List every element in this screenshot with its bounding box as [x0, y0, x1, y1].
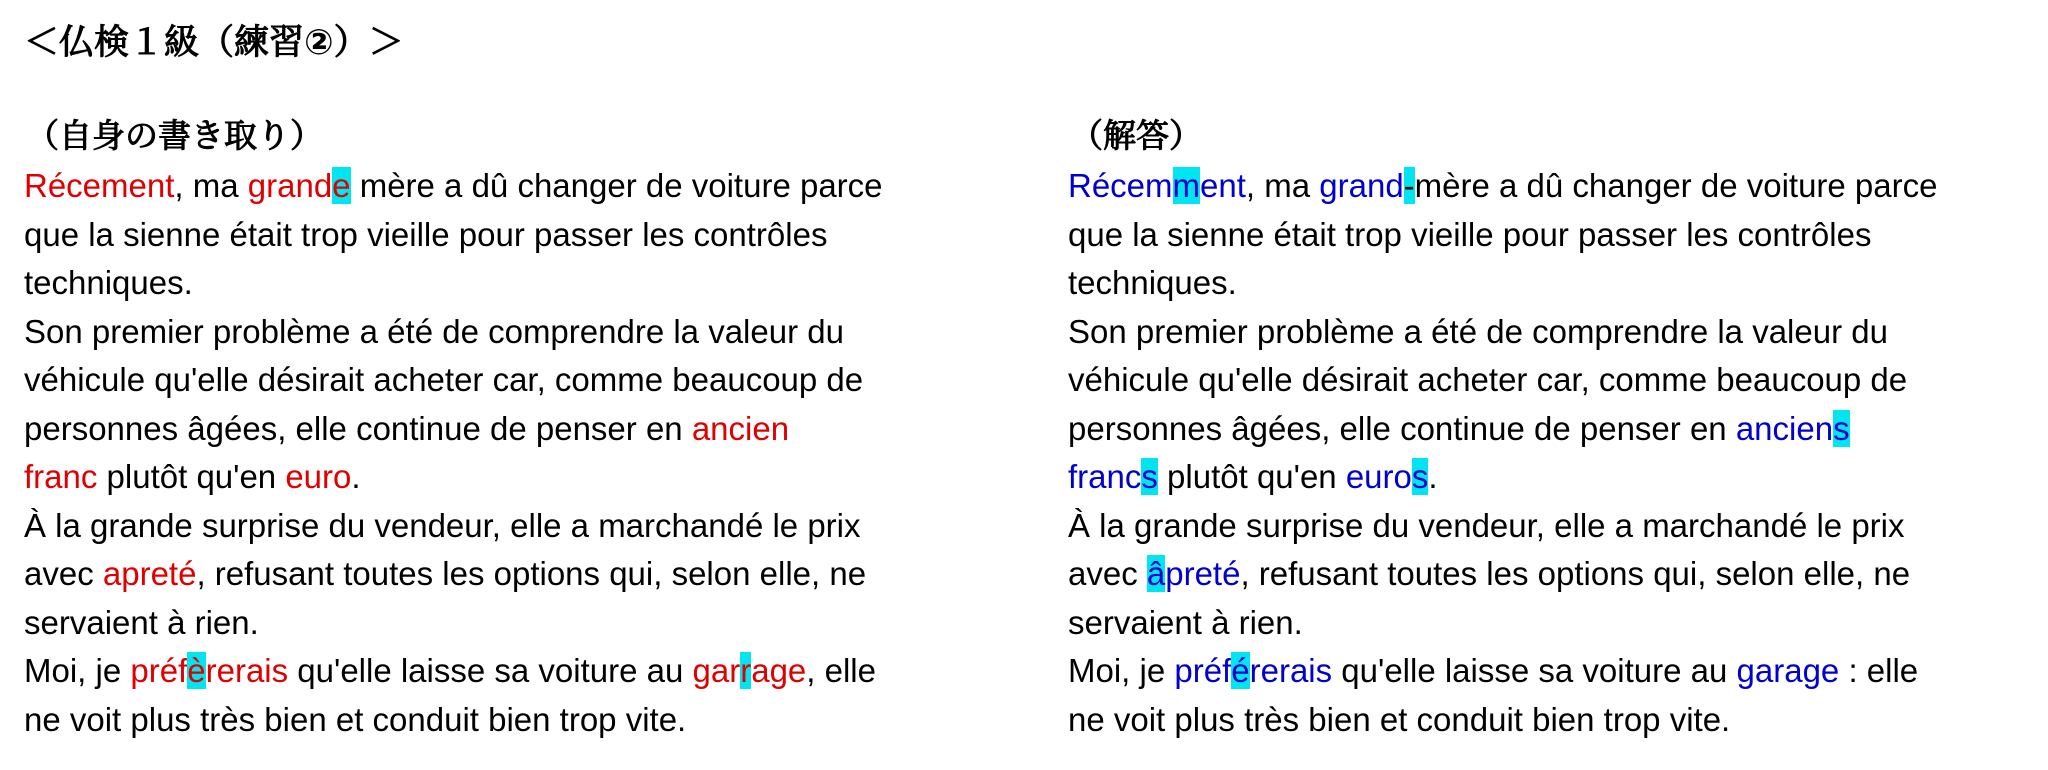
text-line: [24, 550, 1024, 599]
marked-text-segment: ancien: [691, 409, 790, 447]
marked-text-segment: -: [1403, 167, 1415, 204]
marked-text-segment: r: [740, 652, 752, 689]
marked-text-segment: è: [187, 652, 206, 689]
marked-text-segment: ancien: [1735, 409, 1834, 447]
marked-text-segment: grand: [247, 167, 333, 204]
marked-text-segment: gar: [692, 652, 741, 689]
marked-text-segment: s: [1141, 458, 1158, 495]
text-line: [24, 162, 1024, 211]
text-segment: Moi, je: [24, 652, 131, 689]
text-line: [24, 308, 1024, 357]
text-segment: que la sienne était trop vieille pour passer les contrôles: [1068, 215, 1872, 253]
dictation-title: （自身の書き取り）: [26, 117, 323, 154]
dictation-column: [24, 112, 1024, 744]
text-line: [24, 356, 1024, 405]
text-segment: plutôt qu'en: [1157, 458, 1346, 495]
text-line: [1068, 599, 2048, 648]
text-segment: À la grande surprise du vendeur, elle a marchandé le prix: [24, 506, 861, 544]
text-segment: techniques.: [1068, 264, 1237, 301]
answer-title: （解答）: [1070, 117, 1202, 154]
text-segment: qu'elle laisse sa voiture au: [288, 652, 693, 689]
marked-text-segment: s: [1411, 458, 1429, 495]
text-segment: personnes âgées, elle continue de penser en: [24, 409, 692, 447]
text-segment: , ma: [1245, 167, 1320, 204]
text-segment: plutôt qu'en: [97, 458, 286, 495]
text-line: [1068, 502, 2048, 551]
text-line: [1068, 696, 2048, 745]
text-line: [1068, 308, 2048, 357]
text-line: [1068, 453, 2048, 502]
text-segment: , ma: [174, 167, 248, 204]
text-segment: mère a dû changer de voiture parce: [1414, 167, 1938, 204]
marked-text-segment: préf: [130, 652, 188, 689]
text-segment: : elle: [1839, 652, 1919, 689]
text-line: [24, 453, 1024, 502]
text-line: [24, 259, 1024, 308]
answer-column: [1068, 112, 2048, 744]
page-title: ＜仏検１級（練習②）＞: [24, 23, 404, 62]
text-line: [24, 502, 1024, 551]
text-segment: personnes âgées, elle continue de penser en: [1068, 409, 1736, 447]
marked-text-segment: grand: [1319, 167, 1404, 204]
text-segment: véhicule qu'elle désirait acheter car, comme beaucoup de: [1068, 361, 1908, 398]
text-segment: , refusant toutes les options qui, selon elle, ne: [1240, 555, 1911, 592]
marked-text-segment: garage: [1736, 652, 1840, 689]
text-segment: techniques.: [24, 264, 193, 301]
text-segment: , elle: [806, 652, 876, 689]
text-line: [1068, 259, 2048, 308]
text-segment: Son premier problème a été de comprendre la valeur du: [24, 312, 844, 350]
marked-text-segment: â: [1146, 555, 1166, 592]
text-line: [1068, 647, 2048, 696]
marked-text-segment: ent: [1200, 167, 1246, 204]
text-segment: véhicule qu'elle désirait acheter car, comme beaucoup de: [24, 361, 864, 398]
text-line: [24, 599, 1024, 648]
text-segment: .: [351, 458, 361, 495]
text-segment: qu'elle laisse sa voiture au: [1332, 652, 1737, 689]
marked-text-segment: apreté: [102, 555, 197, 592]
text-segment: avec: [24, 555, 103, 592]
text-line: [24, 696, 1024, 745]
text-line: [24, 211, 1024, 260]
text-segment: , refusant toutes les options qui, selon elle, ne: [196, 555, 867, 592]
text-segment: .: [1428, 458, 1438, 495]
marked-text-segment: é: [1231, 652, 1250, 689]
marked-text-segment: e: [332, 167, 351, 204]
text-segment: servaient à rien.: [24, 603, 259, 641]
text-line: [24, 405, 1024, 454]
marked-text-segment: age: [751, 652, 807, 689]
marked-text-segment: rerais: [205, 652, 289, 689]
text-segment: ne voit plus très bien et conduit bien trop vite.: [1068, 700, 1731, 738]
marked-text-segment: m: [1172, 167, 1201, 204]
marked-text-segment: Récem: [1068, 167, 1173, 204]
text-line: [1068, 550, 2048, 599]
dictation-text: [24, 162, 1024, 744]
marked-text-segment: euro: [285, 458, 352, 495]
marked-text-segment: franc: [24, 458, 98, 495]
marked-text-segment: franc: [1068, 458, 1142, 495]
marked-text-segment: euro: [1345, 458, 1412, 495]
marked-text-segment: preté: [1165, 555, 1241, 592]
answer-text: [1068, 162, 2048, 744]
text-segment: servaient à rien.: [1068, 603, 1303, 641]
marked-text-segment: s: [1833, 409, 1850, 447]
text-line: [1068, 162, 2048, 211]
text-segment: Son premier problème a été de comprendre la valeur du: [1068, 312, 1888, 350]
text-segment: avec: [1068, 555, 1147, 592]
text-line: [1068, 356, 2048, 405]
marked-text-segment: préf: [1174, 652, 1232, 689]
text-line: [1068, 405, 2048, 454]
text-segment: mère a dû changer de voiture parce: [350, 167, 883, 204]
text-line: [1068, 211, 2048, 260]
marked-text-segment: Récement: [24, 167, 175, 204]
text-segment: que la sienne était trop vieille pour passer les contrôles: [24, 215, 828, 253]
text-segment: Moi, je: [1068, 652, 1175, 689]
marked-text-segment: rerais: [1249, 652, 1333, 689]
text-segment: ne voit plus très bien et conduit bien trop vite.: [24, 700, 687, 738]
text-line: [24, 647, 1024, 696]
text-segment: À la grande surprise du vendeur, elle a marchandé le prix: [1068, 506, 1905, 544]
